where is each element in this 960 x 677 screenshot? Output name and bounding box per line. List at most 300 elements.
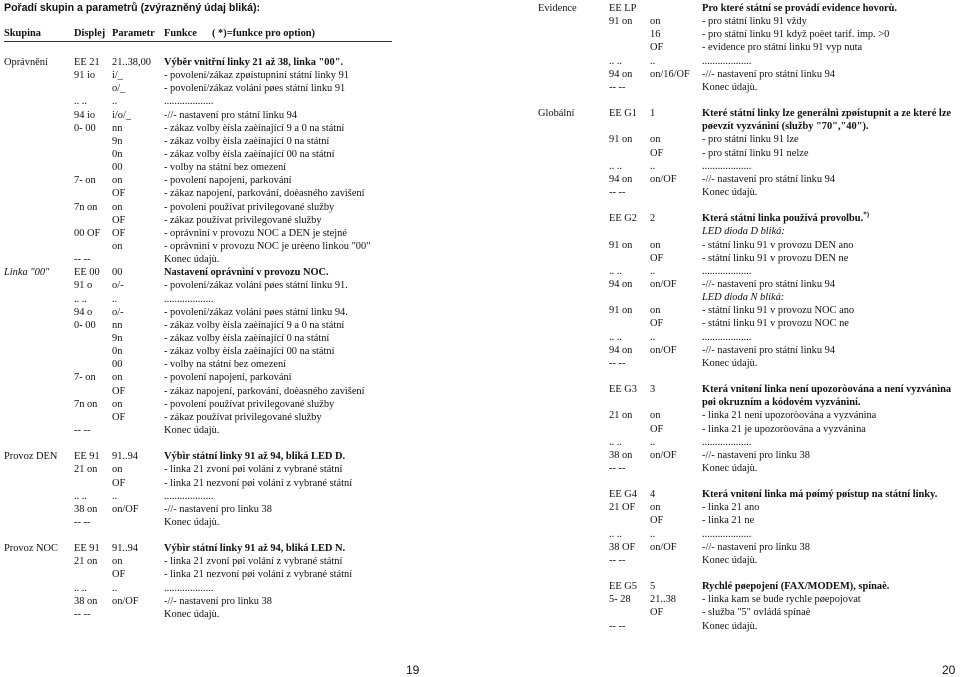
function-cell: Výbìr státní linky 91 až 94, bliká LED N. [164, 543, 346, 555]
table-row [0, 319, 480, 332]
function-cell: - oprávnìní v provozu NOC je urèeno linkou "00" [164, 240, 371, 252]
parameter-cell: 21..38,00 [112, 57, 151, 68]
function-cell: - pro státní linku 91 vždy [702, 16, 807, 28]
display-cell: 94 on [609, 278, 633, 290]
parameter-cell: on/OF [650, 449, 677, 461]
function-cell: Konec údajù. [702, 620, 758, 632]
table-row [490, 120, 960, 133]
group-cell: Globální [538, 108, 575, 120]
parameter-cell: on [650, 410, 661, 422]
function-cell: - zákaz napojení, parkování, doèasného zavìšení [164, 385, 365, 397]
table-row [490, 488, 960, 501]
function-cell: - státní linku 91 v provozu NOC ne [702, 318, 849, 330]
header-option-note: ( *)=funkce pro option) [212, 28, 316, 39]
function-cell: - povolení/zákaz zpøístupnìní státní linky 91 [164, 70, 349, 82]
table-row [0, 358, 480, 371]
parameter-cell: .. [650, 436, 656, 448]
table-row [490, 606, 960, 619]
display-cell: -- -- [74, 254, 91, 266]
right-page [490, 0, 960, 677]
display-cell: EE 91 [74, 451, 100, 463]
function-cell: Pro které státní se provádí evidence hovorù. [702, 3, 898, 14]
function-cell: - služba "5" ovládá spínaè [702, 607, 811, 619]
table-row [0, 385, 480, 398]
table-row [490, 147, 960, 160]
parameter-cell: nn [112, 319, 123, 331]
function-cell: - povolení napojení, parkování [164, 372, 292, 384]
table-row [0, 555, 480, 568]
table-row [0, 293, 480, 306]
header-displej: Displej [74, 28, 106, 39]
table-row [0, 240, 480, 253]
table-row [0, 411, 480, 424]
function-cell: - povolení/zákaz volání pøes státní linku 91 [164, 83, 346, 95]
table-row [490, 449, 960, 462]
function-cell: - povolení/zákaz volání pøes státní linku 94. [164, 306, 348, 318]
table-row [490, 436, 960, 449]
table-row [490, 383, 960, 396]
table-row [490, 304, 960, 317]
parameter-cell: OF [650, 515, 664, 527]
display-cell: .. .. [74, 293, 87, 305]
function-cell: ................... [702, 160, 752, 172]
display-cell: EE 00 [74, 267, 100, 279]
header-divider [4, 41, 392, 42]
parameter-cell: nn [112, 122, 123, 134]
table-row [490, 291, 960, 304]
function-cell: - linka 21 ano [702, 502, 760, 514]
function-cell: Konec údajù. [164, 254, 220, 266]
right-table [490, 2, 960, 633]
table-row [490, 186, 960, 199]
display-cell: 94 on [609, 344, 633, 356]
display-cell: 7- on [74, 372, 96, 384]
display-cell: .. .. [609, 528, 622, 540]
display-cell: 00 OF [74, 227, 101, 239]
parameter-cell: .. [650, 331, 656, 343]
display-cell: .. .. [609, 55, 622, 67]
table-row [0, 503, 480, 516]
table-row [490, 15, 960, 28]
parameter-cell: OF [650, 607, 664, 619]
function-cell: pøevzít vyzvánìní (služby "70","40"). [702, 121, 869, 133]
parameter-cell: .. [112, 293, 118, 305]
table-row [490, 344, 960, 357]
function-cell: - linka 21 zvoní pøi volání z vybrané státní [164, 464, 343, 476]
function-cell: ................... [164, 96, 214, 108]
parameter-cell: .. [650, 160, 656, 172]
display-cell: 38 OF [609, 541, 636, 553]
parameter-cell: on/OF [650, 344, 677, 356]
function-cell: Konec údajù. [164, 424, 220, 436]
table-row [0, 109, 480, 122]
parameter-cell: .. [650, 55, 656, 67]
function-cell: - zákaz volby èísla zaèínající 9 a 0 na státní [164, 319, 345, 331]
function-cell: - linka 21 nezvoní pøi volání z vybrané státní [164, 477, 353, 489]
table-row [0, 214, 480, 227]
display-cell: -- -- [609, 81, 626, 93]
table-row [490, 317, 960, 330]
parameter-cell: 5 [650, 581, 656, 593]
parameter-cell: on/OF [112, 595, 139, 607]
function-cell: - volby na státní bez omezení [164, 359, 287, 371]
table-row [0, 82, 480, 95]
table-row [490, 133, 960, 146]
table-row [490, 423, 960, 436]
function-cell: -//- nastavení pro státní linku 94 [702, 344, 836, 356]
parameter-cell: OF [112, 188, 126, 200]
table-row [0, 161, 480, 174]
parameter-cell: on [112, 464, 123, 476]
display-cell: 91 on [609, 239, 633, 251]
table-row [490, 212, 960, 225]
table-row [0, 582, 480, 595]
header-funkce: Funkce [164, 28, 197, 39]
table-row [0, 201, 480, 214]
display-cell: -- -- [609, 357, 626, 369]
table-row [490, 2, 960, 15]
display-cell: 7n on [74, 398, 98, 410]
table-row [490, 554, 960, 567]
function-cell: - povolení napojení, parkování [164, 175, 292, 187]
function-cell: Konec údajù. [164, 608, 220, 620]
function-cell: Výbìr státní linky 91 až 94, bliká LED D. [164, 451, 346, 463]
function-cell: - linka 21 nezvoní pøi volání z vybrané státní [164, 569, 353, 581]
display-cell: 38 on [74, 503, 98, 515]
group-cell: Provoz DEN [4, 451, 58, 463]
function-cell: -//- nastavení pro linku 38 [702, 541, 810, 553]
table-row [490, 173, 960, 186]
parameter-cell: on/OF [650, 173, 677, 185]
table-row [490, 514, 960, 527]
display-cell: 38 on [609, 449, 633, 461]
function-cell: -//- nastavení pro státní linku 94 [702, 278, 836, 290]
display-cell: 94 on [609, 173, 633, 185]
display-cell: -- -- [609, 620, 626, 632]
display-cell: -- -- [609, 462, 626, 474]
parameter-cell: 00 [112, 267, 123, 279]
table-row [490, 620, 960, 633]
table-row [0, 516, 480, 529]
function-cell: - zákaz volby èísla zaèínající 0 na státní [164, 135, 330, 147]
table-row [0, 95, 480, 108]
function-cell: - povolení/zákaz volání pøes státní linku 91. [164, 280, 348, 292]
parameter-cell: 2 [650, 213, 656, 225]
group-cell: Linka "00" [4, 267, 50, 279]
display-cell: 91 o [74, 280, 93, 292]
spacer [490, 475, 960, 488]
display-cell: 91 io [74, 70, 96, 82]
parameter-cell: 00 [112, 359, 123, 371]
function-cell: -//- nastavení pro státní linku 94 [702, 68, 836, 80]
parameter-cell: 00 [112, 162, 123, 174]
display-cell: .. .. [74, 490, 87, 502]
page-number: 19 [406, 663, 420, 677]
parameter-cell: on [650, 16, 661, 28]
function-cell: - povolení používat privilegované služby [164, 201, 335, 213]
function-cell: - pro státní linku 91 lze [702, 134, 799, 146]
function-cell: Konec údajù. [164, 516, 220, 528]
function-cell: LED dioda D bliká: [702, 226, 785, 238]
function-cell: pøi okruzním a kódovém vyzvánìní. [702, 397, 861, 409]
function-cell: Konec údajù. [702, 186, 758, 198]
function-cell: Nastavení oprávnìní v provozu NOC. [164, 267, 329, 279]
parameter-cell: 9n [112, 332, 123, 344]
table-row [0, 371, 480, 384]
function-cell: - zákaz volby èísla zaèínající 00 na státní [164, 148, 335, 160]
table-row [0, 135, 480, 148]
parameter-cell: on [112, 556, 123, 568]
parameter-cell: 0n [112, 148, 123, 160]
table-row [490, 501, 960, 514]
parameter-cell: 91..94 [112, 543, 138, 555]
table-row [490, 278, 960, 291]
parameter-cell: 0n [112, 346, 123, 358]
table-row [490, 28, 960, 41]
table-row [490, 160, 960, 173]
table-row [0, 463, 480, 476]
display-cell: 21 OF [609, 502, 636, 514]
group-cell: Provoz NOC [4, 543, 58, 555]
function-cell: - evidence pro státní linku 91 vyp nuta [702, 42, 863, 54]
table-row [490, 107, 960, 120]
function-cell: - státní linku 91 v provozu DEN ano [702, 239, 854, 251]
table-row [0, 306, 480, 319]
function-cell: -//- nastavení pro státní linku 94 [702, 173, 836, 185]
table-row [490, 528, 960, 541]
parameter-cell: 3 [650, 384, 656, 396]
parameter-cell: OF [650, 252, 664, 264]
function-cell: Která vnitøní linka má pøímý pøístup na státní linky. [702, 489, 938, 501]
display-cell: EE G5 [609, 581, 637, 593]
parameter-cell: 91..94 [112, 451, 138, 463]
display-cell: EE G2 [609, 213, 637, 225]
parameter-cell: on [112, 372, 123, 384]
table-row [0, 398, 480, 411]
table-row [0, 266, 480, 279]
table-row [490, 593, 960, 606]
header-skupina: Skupina [4, 28, 41, 39]
parameter-cell: on [112, 175, 123, 187]
header-parametr: Parametr [112, 28, 155, 39]
function-cell: - zákaz napojení, parkování, doèasného zavìšení [164, 188, 365, 200]
table-row [0, 345, 480, 358]
function-cell: ................... [702, 331, 752, 343]
table-row [0, 332, 480, 345]
spacer [490, 199, 960, 212]
function-cell: -//- nastavení pro státní linku 94 [164, 109, 298, 121]
function-cell: - linka 21 je upozoròována a vyzvánìna [702, 423, 866, 435]
parameter-cell: OF [112, 477, 126, 489]
function-cell: ................... [702, 55, 752, 67]
display-cell: 94 on [609, 68, 633, 80]
display-cell: 21 on [609, 410, 633, 422]
display-cell: .. .. [609, 265, 622, 277]
parameter-cell: OF [650, 318, 664, 330]
parameter-cell: 21..38 [650, 594, 676, 606]
table-row [0, 608, 480, 621]
parameter-cell: OF [112, 385, 126, 397]
function-cell: -//- nastavení pro linku 38 [702, 449, 810, 461]
table-row [490, 265, 960, 278]
table-row [490, 409, 960, 422]
parameter-cell: on [112, 398, 123, 410]
function-cell: - linka 21 ne [702, 515, 755, 527]
table-row [490, 396, 960, 409]
function-cell: -//- nastavení pro linku 38 [164, 595, 272, 607]
parameter-cell: on [650, 502, 661, 514]
parameter-cell: OF [650, 42, 664, 54]
function-cell: ................... [164, 293, 214, 305]
parameter-cell: on/16/OF [650, 68, 690, 80]
parameter-cell: on/OF [650, 278, 677, 290]
display-cell: -- -- [74, 516, 91, 528]
parameter-cell: .. [112, 582, 118, 594]
function-cell: - zákaz volby èísla zaèínající 00 na státní [164, 346, 335, 358]
display-cell: .. .. [609, 160, 622, 172]
parameter-cell: 1 [650, 108, 656, 120]
spacer [490, 567, 960, 580]
function-cell: Která vnitøní linka není upozoròována a není vyzvánìna [702, 384, 952, 396]
function-cell: - linka 21 zvoní pøi volání z vybrané státní [164, 556, 343, 568]
function-cell: Konec údajù. [702, 462, 758, 474]
parameter-cell: o/_ [112, 83, 126, 95]
parameter-cell: 16 [650, 29, 661, 41]
function-cell: Rychlé pøepojení (FAX/MODEM), spínaè. [702, 581, 890, 593]
table-row [0, 253, 480, 266]
function-cell: Konec údajù. [702, 554, 758, 566]
display-cell: EE G4 [609, 489, 637, 501]
table-row [490, 239, 960, 252]
function-cell: - zákaz používat privilegované služby [164, 411, 322, 423]
parameter-cell: OF [112, 214, 126, 226]
table-row [0, 542, 480, 555]
function-cell: Které státní linky lze generálnì zpøístupnit a ze které lze [702, 108, 952, 120]
page-title: Pořadí skupin a parametrů (zvýrazněný údaj bliká): [4, 2, 261, 14]
table-row [490, 580, 960, 593]
display-cell: EE 91 [74, 543, 100, 555]
display-cell: EE G1 [609, 108, 637, 120]
function-cell: Která státní linka používá provolbu.*) [702, 210, 870, 225]
function-cell: - zákaz používat privilegované služby [164, 214, 322, 226]
table-row [490, 68, 960, 81]
parameter-cell: on [650, 239, 661, 251]
parameter-cell: on [112, 240, 123, 252]
function-cell: LED dioda N bliká: [702, 292, 785, 304]
display-cell: .. .. [609, 331, 622, 343]
parameter-cell: i/_ [112, 70, 123, 82]
spacer [490, 94, 960, 107]
function-cell: - státní linku 91 v provozu DEN ne [702, 252, 849, 264]
display-cell: 38 on [74, 595, 98, 607]
display-cell: 94 o [74, 306, 93, 318]
display-cell: .. .. [609, 436, 622, 448]
display-cell: 21 on [74, 556, 98, 568]
display-cell: 94 io [74, 109, 96, 121]
table-row [0, 56, 480, 69]
parameter-cell: 9n [112, 135, 123, 147]
table-row [0, 174, 480, 187]
parameter-cell: on [112, 201, 123, 213]
parameter-cell: .. [650, 528, 656, 540]
parameter-cell: .. [650, 265, 656, 277]
function-cell: ................... [702, 528, 752, 540]
table-row [490, 541, 960, 554]
display-cell: 21 on [74, 464, 98, 476]
function-cell: Konec údajù. [702, 81, 758, 93]
table-row [490, 357, 960, 370]
table-row [0, 450, 480, 463]
spacer [490, 370, 960, 383]
display-cell: EE G3 [609, 384, 637, 396]
function-cell: - linka kam se bude rychle pøepojovat [702, 594, 861, 606]
table-row [490, 81, 960, 94]
display-cell: 7n on [74, 201, 98, 213]
function-cell: - oprávnìní v provozu NOC a DEN je stejné [164, 227, 347, 239]
left-table [0, 56, 480, 621]
table-row [490, 462, 960, 475]
function-cell: - pro státní linku 91 když poèet tarif. imp. >0 [702, 29, 890, 41]
parameter-cell: OF [112, 411, 126, 423]
display-cell: 0- 00 [74, 319, 96, 331]
parameter-cell: OF [650, 147, 664, 159]
spacer [0, 437, 480, 450]
display-cell: .. .. [74, 582, 87, 594]
table-row [490, 41, 960, 54]
function-cell: Konec údajù. [702, 357, 758, 369]
table-row [490, 331, 960, 344]
display-cell: 91 on [609, 305, 633, 317]
parameter-cell: OF [112, 569, 126, 581]
parameter-cell: on/OF [112, 503, 139, 515]
table-row [0, 279, 480, 292]
display-cell: 7- on [74, 175, 96, 187]
table-row [490, 55, 960, 68]
footnote-marker: *) [863, 210, 870, 219]
table-row [0, 187, 480, 200]
group-cell: Evidence [538, 3, 577, 14]
function-cell: - volby na státní bez omezení [164, 162, 287, 174]
parameter-cell: on [650, 305, 661, 317]
display-cell: 0- 00 [74, 122, 96, 134]
table-row [0, 122, 480, 135]
display-cell: 5- 28 [609, 594, 631, 606]
display-cell: EE LP [609, 3, 637, 14]
display-cell: -- -- [609, 186, 626, 198]
table-row [0, 477, 480, 490]
parameter-cell: OF [650, 423, 664, 435]
function-cell: - státní linku 91 v provozu NOC ano [702, 305, 855, 317]
display-cell: .. .. [74, 96, 87, 108]
table-row [0, 568, 480, 581]
table-row [0, 148, 480, 161]
parameter-cell: i/o/_ [112, 109, 132, 121]
function-cell: - linka 21 není upozoròována a vyzvánìna [702, 410, 877, 422]
function-cell: - zákaz volby èísla zaèínající 0 na státní [164, 332, 330, 344]
function-cell: - zákaz volby èísla zaèínající 9 a 0 na státní [164, 122, 345, 134]
display-cell: -- -- [74, 608, 91, 620]
parameter-cell: o/- [112, 280, 124, 292]
function-cell: - povolení používat privilegované služby [164, 398, 335, 410]
parameter-cell: .. [112, 490, 118, 502]
display-cell: 91 on [609, 16, 633, 28]
group-cell: Oprávnění [4, 57, 48, 68]
table-row [490, 225, 960, 238]
spacer [0, 529, 480, 542]
table-row [490, 252, 960, 265]
function-cell: ................... [702, 265, 752, 277]
function-cell: -//- nastavení pro linku 38 [164, 503, 272, 515]
